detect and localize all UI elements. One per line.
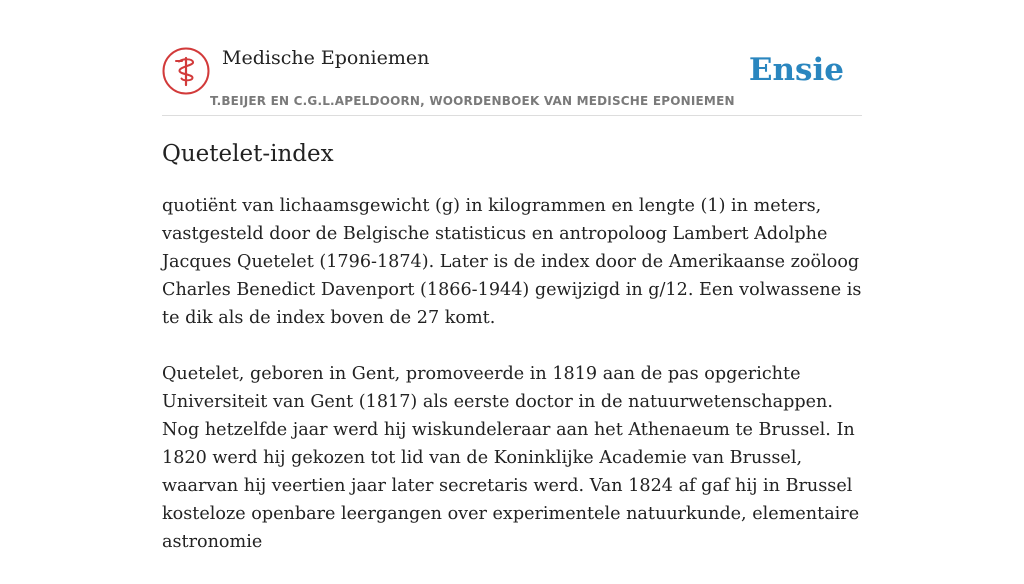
header-divider [162, 115, 862, 116]
source-subtitle: T.BEIJER EN C.G.L.APELDOORN, WOORDENBOEK VAN MEDISCHE EPONIEMEN [210, 94, 735, 108]
entry-body [162, 192, 862, 584]
source-header [162, 46, 862, 116]
ensie-logo[interactable]: Ensie [748, 52, 844, 88]
entry-paragraph: Quetelet, geboren in Gent, promoveerde in 1819 aan de pas opgerichte Universiteit van Gent (1817) als eerste doctor in de natuurwetenschappen. Nog hetzelfde jaar werd hij wiskundeleraar aan het Athenaeum te Brussel. In 1820 werd hij gekozen tot lid van de Koninklijke Academie van Brussel, waarvan hij veertien jaar later secretaris werd. Van 1824 af gaf hij in Brussel kosteloze openbare leergangen over experimentele natuurkunde, elementaire astronomie [162, 364, 860, 552]
source-title[interactable]: Medische Eponiemen [222, 47, 430, 69]
caduceus-icon[interactable] [162, 47, 210, 95]
entry-paragraph: quotiënt van lichaamsgewicht (g) in kilogrammen en lengte (1) in meters, vastgesteld door de Belgische statisticus en antropoloog Lambert Adolphe Jacques Quetelet (1796-1874). Later is de index door de Amerikaanse zoöloog Charles Benedict Davenport (1866-1944) gewijzigd in g/12. Een volwassene is te dik als de index boven de 27 komt. [162, 196, 862, 328]
entry-title: Quetelet-index [162, 141, 334, 167]
